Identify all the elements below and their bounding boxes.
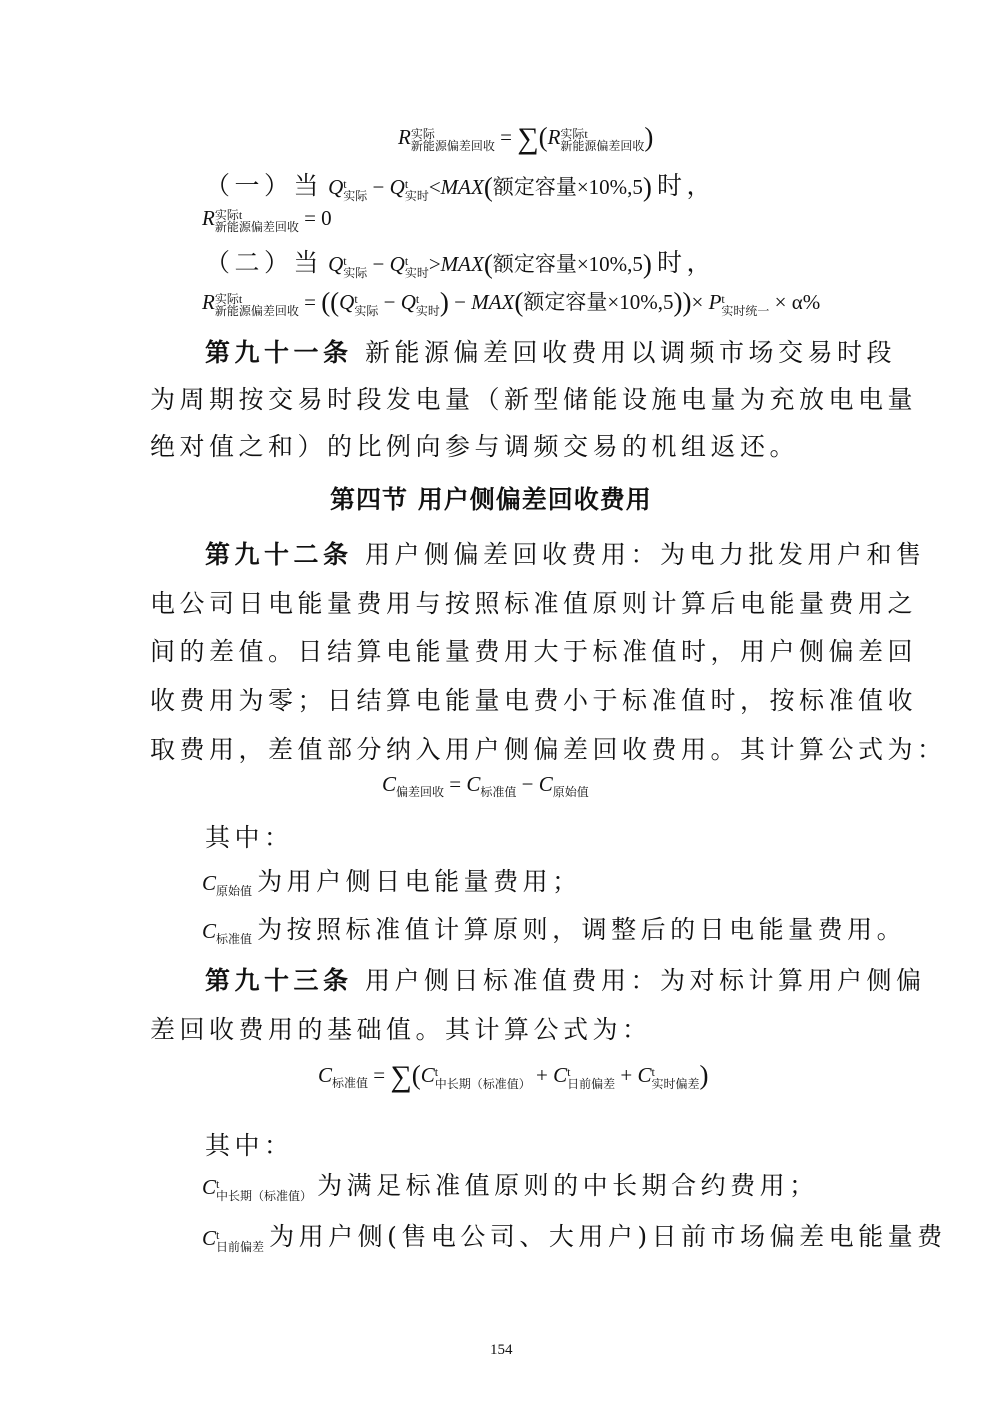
article-92-title: 第九十二条 (205, 540, 353, 569)
article-92-line-1: 第九十二条 用户侧偏差回收费用：为电力批发用户和售 (205, 540, 926, 569)
article-91-line-2: 为周期按交易时段发电量（新型储能设施电量为充放电电量 (150, 385, 918, 414)
definition-mid-long-term: C t 中长期（标准值） 为满足标准值原则的中长期合约费用； (202, 1171, 819, 1203)
formula-standard-value: $C_{标准值} = \sum(C$ t 中长期（标准值） + C t 日前偏差 + C t 实时偏差 ) (318, 1060, 709, 1093)
condition-two: （二）当 Q t 实际 − Q t 实时 >MAX(额定容量×10%,5) 时， (205, 248, 717, 280)
article-93-title: 第九十三条 (205, 966, 353, 995)
article-91-line-3: 绝对值之和）的比例向参与调频交易的机组返还。 (150, 432, 800, 461)
formula-case-one: R 实际t 新能源偏差回收 = 0 (202, 206, 332, 234)
definition-original-value: $C_{原始值}$ 为用户侧日电能量费用； (202, 867, 582, 898)
condition-one: （一）当 Q t 实际 − Q t 实时 <MAX(额定容量×10%,5) 时， (205, 171, 717, 203)
definition-day-ahead-deviation: C t 日前偏差 为用户侧(售电公司、大用户)日前市场偏差电能量费 (202, 1222, 947, 1254)
page-number: 154 (490, 1342, 513, 1358)
where-label-2: 其中： (205, 1131, 294, 1160)
where-label-1: 其中： (205, 823, 294, 852)
formula-deviation-recovery: $C_{偏差回收} = C_{标准值} - C_{原始值}$ (382, 772, 589, 799)
formula-case-two: R 实际t 新能源偏差回收 = ((Q t 实际 − Q t 实时 ) − MAX(额定容量×10%,5))× P t 实时统一 × α% (202, 287, 821, 318)
article-92-line-4: 收费用为零；日结算电能量电费小于标准值时，按标准值收 (150, 686, 918, 715)
article-92-line-5: 取费用，差值部分纳入用户侧偏差回收费用。其计算公式为： (150, 735, 947, 764)
article-93-line-1: 第九十三条 用户侧日标准值费用：为对标计算用户侧偏 (205, 966, 926, 995)
article-91-title: 第九十一条 (205, 338, 353, 367)
formula-total-recovery: R 实际 新能源偏差回收 = ∑(R 实际t 新能源偏差回收 ) (398, 122, 654, 155)
article-93-line-2: 差回收费用的基础值。其计算公式为： (150, 1015, 652, 1044)
definition-standard-value: $C_{标准值}$ 为按照标准值计算原则，调整后的日电能量费用。 (202, 915, 907, 946)
section-heading: 第四节 用户侧偏差回收费用 (330, 485, 652, 514)
article-91-line-1: 第九十一条 新能源偏差回收费用以调频市场交易时段 (205, 338, 896, 367)
article-92-line-2: 电公司日电能量费用与按照标准值原则计算后电能量费用之 (150, 589, 918, 618)
article-92-line-3: 间的差值。日结算电能量费用大于标准值时，用户侧偏差回 (150, 637, 918, 666)
